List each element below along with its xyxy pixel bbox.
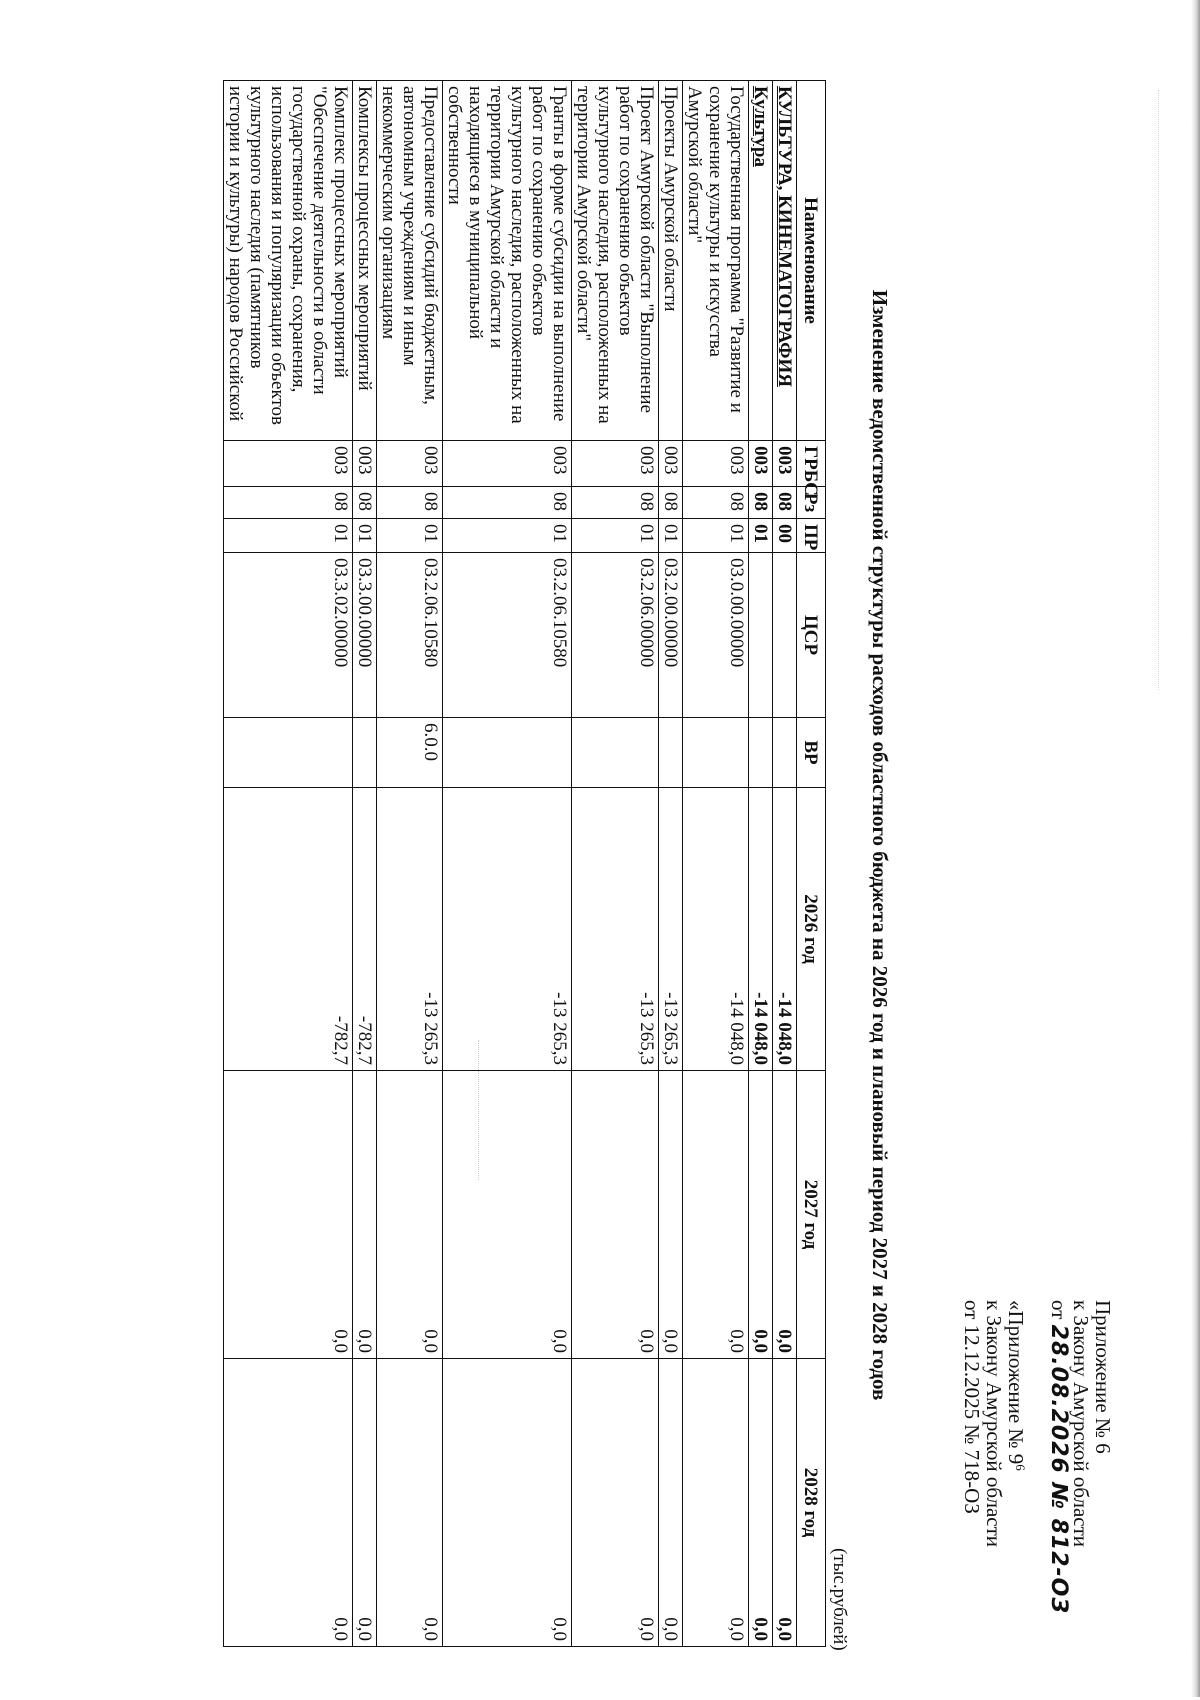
row-2028: 0,0	[443, 1359, 572, 1647]
row-vr: 6.0.0	[377, 718, 443, 788]
row-csr: 03.3.00.00000	[353, 553, 377, 718]
row-2026: -13 265,3	[572, 788, 659, 1071]
row-2026: -13 265,3	[443, 788, 572, 1071]
col-header-name: Наименование	[797, 81, 826, 441]
row-2027: 0,0	[443, 1071, 572, 1359]
row-grbs: 003	[443, 441, 572, 487]
row-pr: 01	[353, 519, 377, 553]
row-name: Комплексы процессных мероприятий	[353, 81, 377, 441]
row-name: Комплекс процессных мероприятий "Обеспечение деятельности в области государственной охраны, сохранения, использования и популяризации объектов культурного наследия (памятников истории и культуры) народов Российской	[224, 81, 353, 441]
row-rz: 08	[443, 487, 572, 519]
row-2028: 0,0	[572, 1359, 659, 1647]
row-pr: 01	[749, 519, 773, 553]
document-title: Изменение ведомственной структуры расходов областного бюджета на 2026 год и плановый период 2027 и 2028 годов	[868, 289, 892, 1401]
row-vr	[659, 718, 683, 788]
row-pr: 01	[683, 519, 749, 553]
row-2027: 0,0	[353, 1071, 377, 1359]
row-2028: 0,0	[659, 1359, 683, 1647]
table-row	[443, 81, 572, 1647]
row-rz: 08	[749, 487, 773, 519]
appendix-law: к Закону Амурской области	[1069, 1300, 1093, 1548]
row-vr	[224, 718, 353, 788]
table-row	[749, 81, 773, 1647]
row-2028: 0,0	[353, 1359, 377, 1647]
row-name: Проекты Амурской области	[659, 81, 683, 441]
row-csr	[749, 553, 773, 718]
scan-edge	[1191, 0, 1200, 1697]
row-pr: 01	[224, 519, 353, 553]
col-header-2027: 2027 год	[797, 1071, 826, 1359]
row-pr: 01	[572, 519, 659, 553]
row-vr	[683, 718, 749, 788]
table-row	[683, 81, 749, 1647]
col-header-grbs: ГРБС	[797, 441, 826, 487]
row-2027: 0,0	[683, 1071, 749, 1359]
row-2026: -14 048,0	[683, 788, 749, 1071]
row-vr	[572, 718, 659, 788]
row-grbs: 003	[377, 441, 443, 487]
row-2027: 0,0	[749, 1071, 773, 1359]
table-header-row	[797, 81, 826, 1647]
row-grbs: 003	[353, 441, 377, 487]
scan-artifact	[1158, 90, 1160, 690]
table-row	[572, 81, 659, 1647]
row-pr: 00	[773, 519, 797, 553]
row-rz: 08	[773, 487, 797, 519]
row-2026: -14 048,0	[773, 788, 797, 1071]
row-pr: 01	[377, 519, 443, 553]
prev-appendix-law: к Закону Амурской области	[982, 1300, 1006, 1548]
row-2026: -14 048,0	[749, 788, 773, 1071]
prev-appendix-number	[1005, 1300, 1031, 1700]
table-row	[224, 81, 353, 1647]
row-vr	[443, 718, 572, 788]
prev-appendix-prefix: «Приложение № 9	[1004, 1300, 1028, 1465]
row-rz: 08	[377, 487, 443, 519]
row-vr	[773, 718, 797, 788]
appendix-header	[961, 1300, 1114, 1700]
row-2028: 0,0	[377, 1359, 443, 1647]
row-pr: 01	[443, 519, 572, 553]
col-header-vr: ВР	[797, 718, 826, 788]
row-name: Культура	[749, 81, 773, 441]
row-2028: 0,0	[224, 1359, 353, 1647]
appendix-date-prefix: от	[1047, 1300, 1071, 1320]
row-vr	[353, 718, 377, 788]
row-rz: 08	[572, 487, 659, 519]
row-2028: 0,0	[773, 1359, 797, 1647]
row-csr: 03.3.02.00000	[224, 553, 353, 718]
appendix-date-line	[1047, 1300, 1070, 1700]
units-label: (тыс.рублей)	[829, 1548, 850, 1651]
row-2027: 0,0	[773, 1071, 797, 1359]
table-row	[773, 81, 797, 1647]
row-name: Проект Амурской области "Выполнение работ по сохранению объектов культурного наследия, расположенных на территории Амурской области"	[572, 81, 659, 441]
row-rz: 08	[683, 487, 749, 519]
row-2027: 0,0	[377, 1071, 443, 1359]
row-2027: 0,0	[224, 1071, 353, 1359]
row-name: Гранты в форме субсидии на выполнение работ по сохранению объектов культурного наследия, расположенных на территории Амурской области и находящиеся в муниципальной собственности	[443, 81, 572, 441]
handwritten-date-number: 28.08.2026 № 812-ОЗ	[1046, 1324, 1071, 1615]
table-row	[353, 81, 377, 1647]
row-grbs: 003	[773, 441, 797, 487]
row-csr: 03.2.06.00000	[572, 553, 659, 718]
row-name: Предоставление субсидий бюджетным, автономным учреждениям и иным некоммерческим организациям	[377, 81, 443, 441]
prev-appendix-sup: 6	[1013, 1464, 1028, 1471]
table-row	[377, 81, 443, 1647]
appendix-number: Приложение № 6	[1091, 1300, 1115, 1454]
rotated-page	[120, 40, 1120, 1700]
row-csr	[773, 553, 797, 718]
col-header-rz: Рз	[797, 487, 826, 519]
table-row	[659, 81, 683, 1647]
row-name: Государственная программа "Развитие и сохранение культуры и искусства Амурской области"	[683, 81, 749, 441]
budget-table	[223, 80, 826, 1647]
row-grbs: 003	[572, 441, 659, 487]
row-csr: 03.2.06.10580	[443, 553, 572, 718]
row-2026: -782,7	[353, 788, 377, 1071]
row-grbs: 003	[749, 441, 773, 487]
row-2028: 0,0	[749, 1359, 773, 1647]
col-header-csr: ЦСР	[797, 553, 826, 718]
row-2026: -13 265,3	[377, 788, 443, 1071]
prev-appendix-date: от 12.12.2025 № 718-ОЗ	[960, 1300, 984, 1514]
row-grbs: 003	[224, 441, 353, 487]
row-name: КУЛЬТУРА, КИНЕМАТОГРАФИЯ	[773, 81, 797, 441]
row-vr	[749, 718, 773, 788]
row-rz: 08	[224, 487, 353, 519]
row-grbs: 003	[683, 441, 749, 487]
row-rz: 08	[353, 487, 377, 519]
col-header-2028: 2028 год	[797, 1359, 826, 1647]
row-2026: -782,7	[224, 788, 353, 1071]
row-2027: 0,0	[659, 1071, 683, 1359]
row-2026: -13 265,3	[659, 788, 683, 1071]
row-pr: 01	[659, 519, 683, 553]
row-csr: 03.2.00.00000	[659, 553, 683, 718]
row-csr: 03.2.06.10580	[377, 553, 443, 718]
row-grbs: 003	[659, 441, 683, 487]
row-2028: 0,0	[683, 1359, 749, 1647]
row-csr: 03.0.00.00000	[683, 553, 749, 718]
col-header-2026: 2026 год	[797, 788, 826, 1071]
row-rz: 08	[659, 487, 683, 519]
col-header-pr: ПР	[797, 519, 826, 553]
row-2027: 0,0	[572, 1071, 659, 1359]
